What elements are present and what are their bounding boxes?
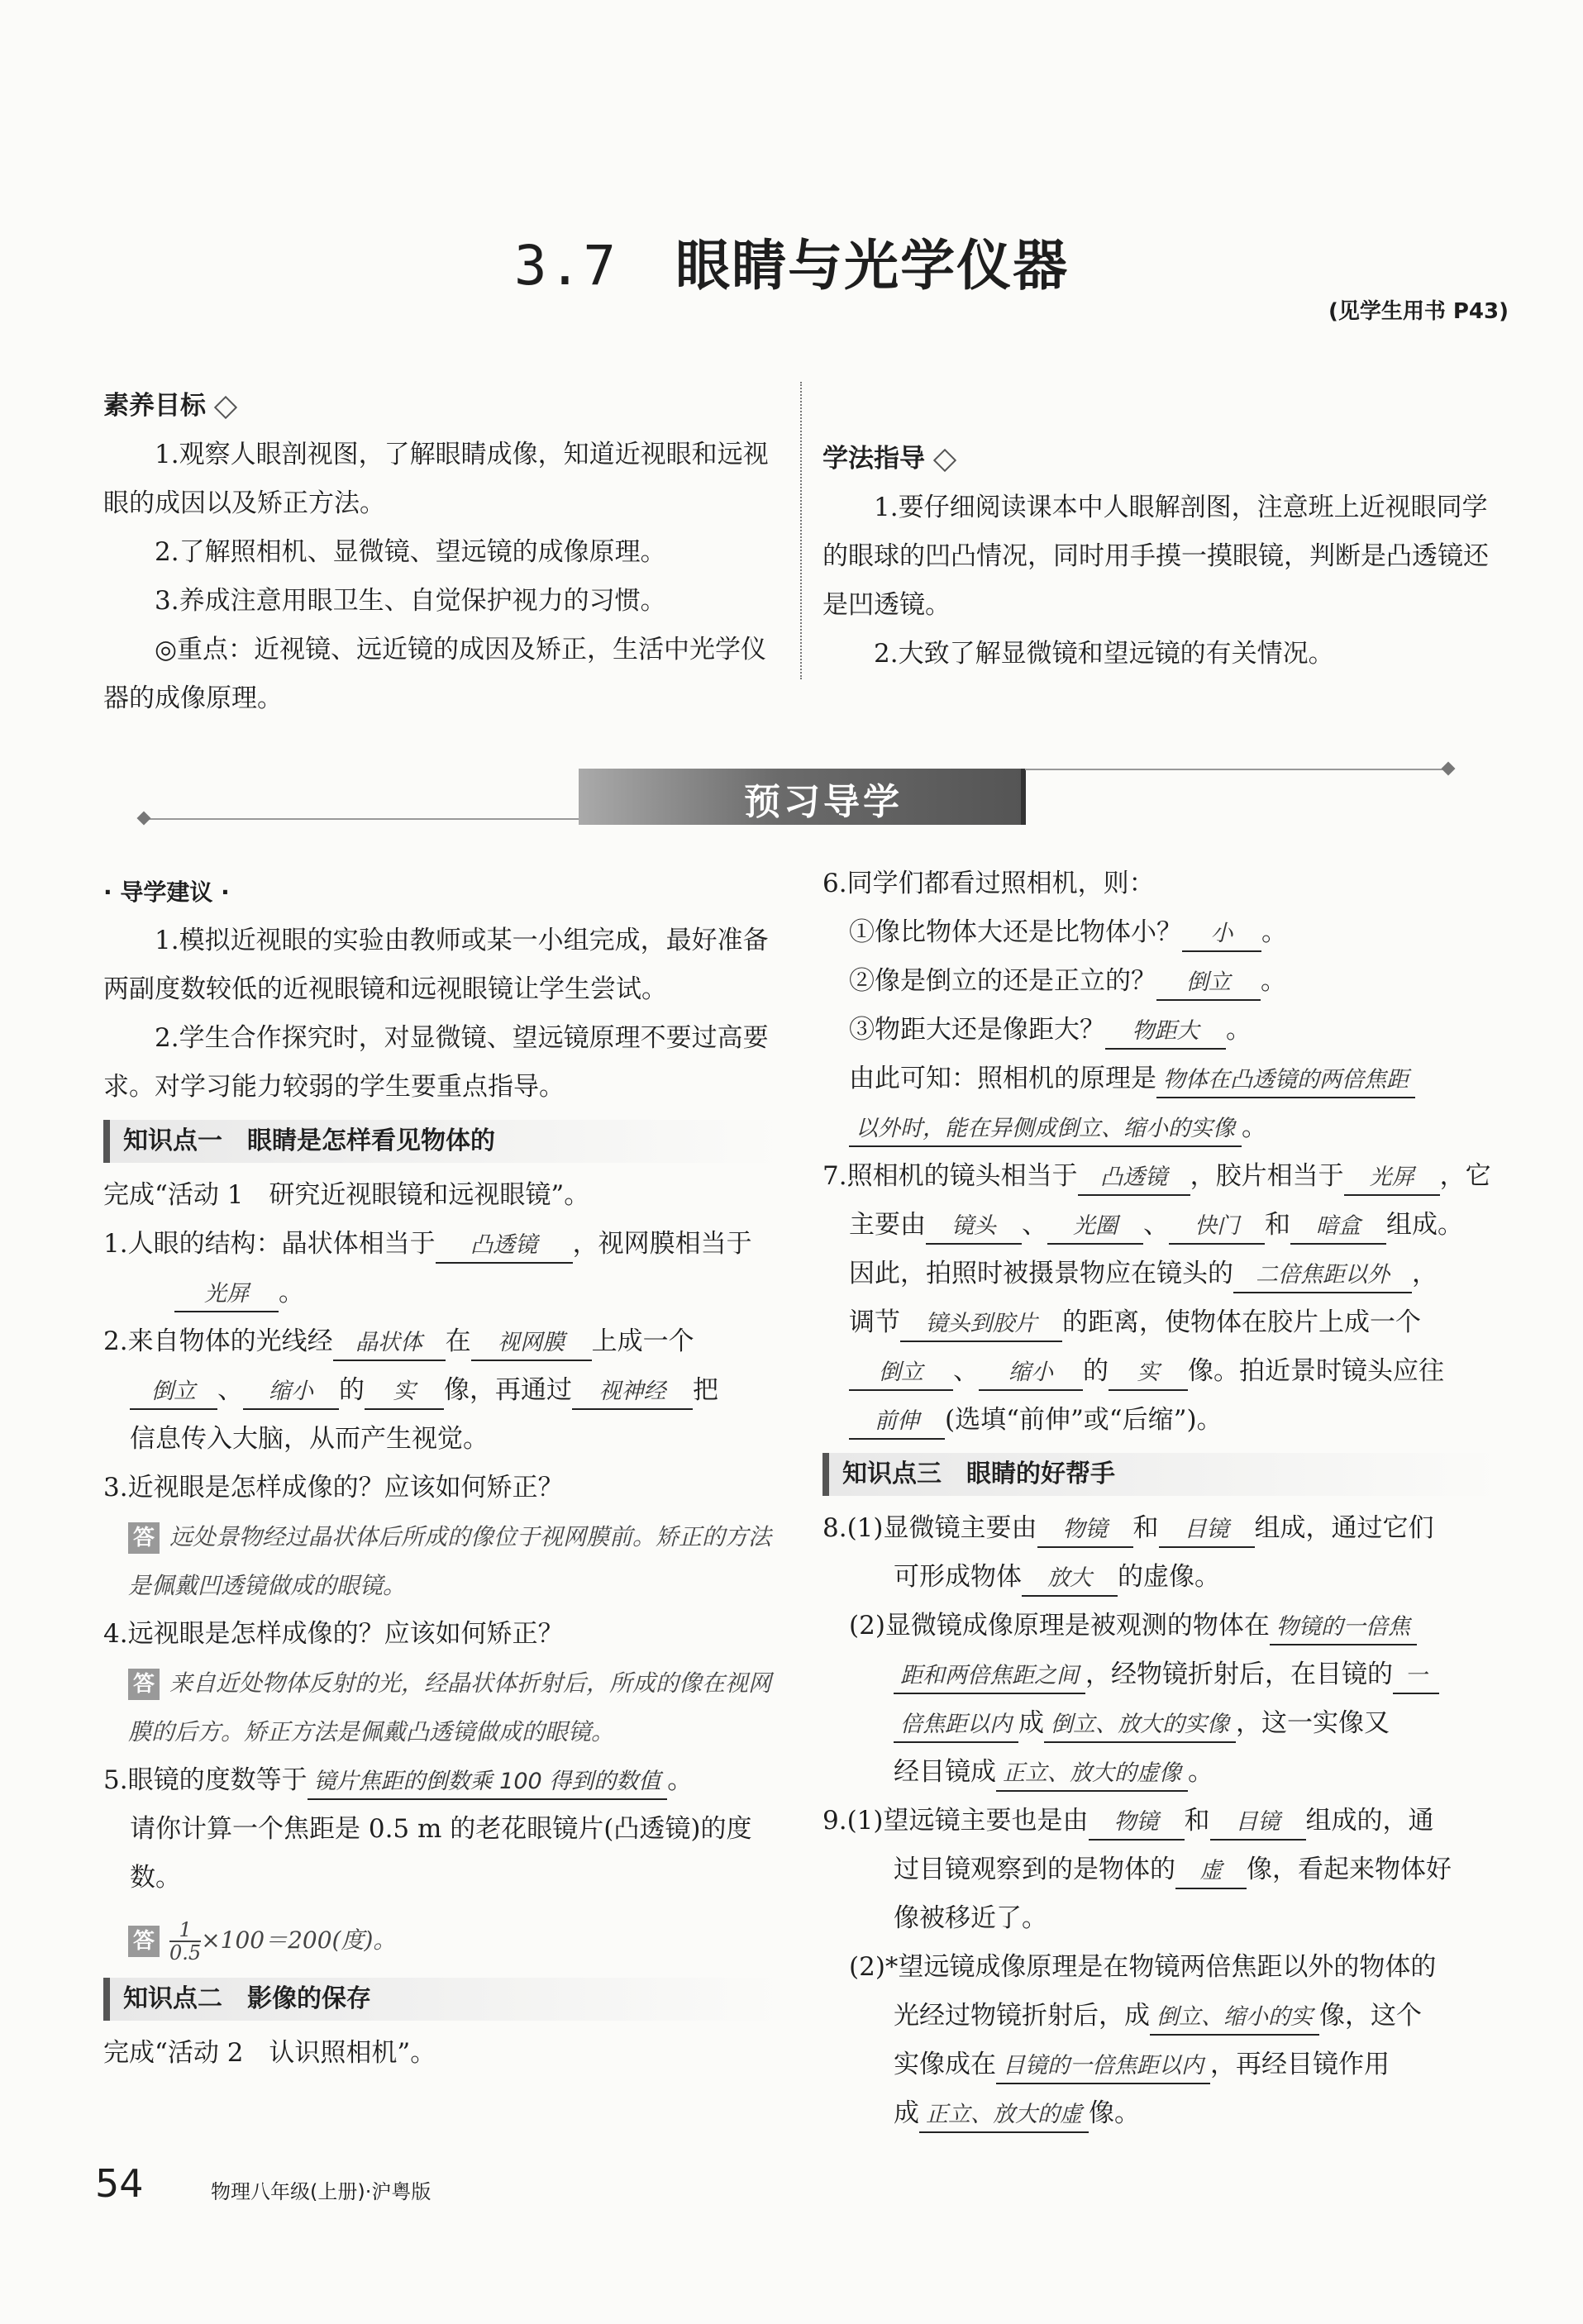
answer-blank: 目镜的一倍焦距以内: [996, 2050, 1210, 2084]
answer-blank: 目镜: [1159, 1513, 1255, 1548]
answer-blank: 一: [1393, 1660, 1439, 1694]
answer-blank: 距和两倍焦距之间: [894, 1660, 1085, 1694]
answer-text: 远处景物经过晶状体后所成的像位于视网膜前。矫正的方法是佩戴凹透镜做成的眼镜。: [128, 1523, 772, 1599]
question-1: 1.人眼的结构：晶状体相当于 凸透镜 ，视网膜相当于 光屏 。: [103, 1220, 781, 1317]
answer-blank: 光屏: [174, 1278, 279, 1312]
goals-heading: 素养目标: [103, 382, 781, 431]
answer-blank: 凸透镜: [436, 1229, 573, 1264]
answer-blank: 缩小: [243, 1375, 339, 1410]
method-item: 2.大致了解显微镜和望远镜的有关情况。: [874, 639, 1334, 669]
answer-tag: 答: [128, 1926, 160, 1957]
answer-blank: 物距大: [1105, 1015, 1226, 1050]
answer-blank: 物镜: [1037, 1513, 1133, 1548]
kp2-intro: 完成“活动 2 认识照相机”。: [103, 2038, 436, 2068]
page-title: [0, 221, 1583, 300]
answer-blank: 目镜: [1210, 1806, 1306, 1841]
answer-blank: 视网膜: [471, 1326, 592, 1361]
guide-item: 2.学生合作探究时，对显微镜、望远镜原理不要过高要求。对学习能力较弱的学生要重点指导。: [103, 1023, 769, 1102]
answer-blank: 快门: [1169, 1210, 1265, 1245]
section-title: 眼睛与光学仪器: [675, 233, 1070, 298]
answer-tag: 答: [128, 1522, 160, 1554]
question-4: 4.远视眼是怎样成像的？应该如何矫正？ 答 来自近处物体反射的光，经晶状体折射后，所成的像在视网膜的后方。矫正方法是佩戴凸透镜做成的眼镜。: [103, 1619, 772, 1745]
column-divider: [800, 382, 802, 679]
answer-blank: 实: [365, 1375, 444, 1410]
section-number: 3.7: [513, 234, 618, 298]
goal-item: 1.观察人眼剖视图，了解眼睛成像，知道近视眼和远视眼的成因以及矫正方法。: [103, 440, 769, 518]
question-6: 6.同学们都看过照相机，则： ①像比物体大还是比物体小？ 小 。 ②像是倒立的还是正立的？ 倒立 。 ③物距大还是像距大？ 物距大 。 由此可知：照相机的原理是 物体在凸透镜的两倍焦距 以外时，能在异侧成倒立、缩小的实像 。: [822, 860, 1500, 1152]
answer-blank: 凸透镜: [1078, 1161, 1190, 1196]
answer-blank: 镜片焦距的倒数乘 100 得到的数值: [308, 1765, 668, 1800]
answer-blank: 光屏: [1344, 1161, 1440, 1196]
goal-item: 3.养成注意用眼卫生、自觉保护视力的习惯。: [155, 586, 666, 616]
section-banner: [579, 769, 1026, 825]
answer-blank: 光圈: [1047, 1210, 1143, 1245]
knowledge-point-3-heading: 知识点三 眼睛的好帮手: [822, 1453, 1500, 1496]
answer-blank: 虚: [1175, 1855, 1247, 1889]
question-9: 9.(1)望远镜主要也是由 物镜 和 目镜 组成的，通 过目镜观察到的是物体的 虚 像，看起来物体好 像被移近了。 (2)*望远镜成像原理是在物镜两倍焦距以外的物体的 光经过物镜折射后，成 倒立、缩小的实 像，这个 实像成在 目镜的一倍焦距以内 ，再经目镜作用 成 正立、放大的虚 像。: [822, 1797, 1500, 2138]
banner-dot-right: [1442, 762, 1456, 776]
question-8: 8.(1)显微镜主要由 物镜 和 目镜 组成，通过它们 可形成物体 放大 的虚像。 (2)显微镜成像原理是被观测的物体在 物镜的一倍焦 距和两倍焦距之间 ，经物镜折射后，在目镜的 一 倍焦距以内 成 倒立、放大的实像 ，这一实像又 经目镜成 正立、放大的虚像 。: [822, 1504, 1500, 1797]
answer-blank: 倒立、缩小的实: [1150, 2001, 1319, 2036]
guide-heading: · 导学建议 ·: [103, 879, 230, 906]
banner-dot-left: [137, 812, 151, 826]
answer-blank: 暗盒: [1290, 1210, 1386, 1245]
page-number: 54: [95, 2161, 144, 2206]
answer-blank: 倒立、放大的实像: [1044, 1708, 1236, 1743]
right-column: [822, 860, 1500, 2138]
answer-blank: 前伸: [849, 1405, 945, 1440]
answer-blank: 放大: [1022, 1562, 1118, 1597]
method-section: [822, 435, 1500, 679]
method-item: 1.要仔细阅读课本中人眼解剖图，注意班上近视眼同学的眼球的凹凸情况，同时用手摸一摸眼镜，判断是凸透镜还是凹透镜。: [822, 493, 1489, 620]
goal-item: 2.了解照相机、显微镜、望远镜的成像原理。: [155, 537, 666, 567]
knowledge-point-2-heading: 知识点二 影像的保存: [103, 1978, 781, 2021]
key-point: ◎重点：近视镜、远近镜的成因及矫正，生活中光学仪器的成像原理。: [103, 635, 767, 713]
guide-item: 1.模拟近视眼的实验由教师或某一小组完成，最好准备两副度数较低的近视眼镜和远视眼镜让学生尝试。: [103, 926, 769, 1004]
answer-blank: 物镜: [1089, 1806, 1185, 1841]
knowledge-point-1-heading: 知识点一 眼睛是怎样看见物体的: [103, 1120, 781, 1163]
answer-text: 来自近处物体反射的光，经晶状体折射后，所成的像在视网膜的后方。矫正方法是佩戴凸透镜做成的眼镜。: [128, 1669, 772, 1745]
method-heading: 学法指导: [822, 435, 1500, 483]
answer-blank: 物镜的一倍焦: [1270, 1611, 1417, 1645]
question-5: 5.眼镜的度数等于 镜片焦距的倒数乘 100 得到的数值 。 请你计算一个焦距是 0.5 m 的老花眼镜片(凸透镜)的度数。 答 $\frac{1}{0.5}$ ×100＝200(度)。: [103, 1765, 752, 1964]
diamond-icon: [214, 395, 237, 418]
banner-line-right: [1025, 769, 1447, 770]
banner-title: 预习导学: [744, 781, 903, 823]
answer-blank: 正立、放大的虚: [919, 2098, 1089, 2133]
diamond-icon: [933, 448, 956, 471]
answer-blank: 二倍焦距以外: [1233, 1259, 1412, 1293]
answer-blank: 倒立: [1156, 966, 1261, 1001]
answer-blank: 镜头: [926, 1210, 1022, 1245]
answer-blank: 倒立: [849, 1356, 953, 1391]
question-7: 7.照相机的镜头相当于 凸透镜 ，胶片相当于 光屏 ，它 主要由 镜头 、 光圈 、 快门 和 暗盒 组成。 因此，拍照时被摄景物应在镜头的 二倍焦距以外 ， 调节 镜头到胶片 的距离，使物体在胶片上成一个 倒立 、 缩小 的 实 像。拍近景时镜头应往 前伸 (选填“前伸”或“后缩”)。: [822, 1152, 1500, 1445]
goals-section: [103, 382, 781, 723]
book-reference: (见学生用书 P43): [1328, 299, 1509, 324]
answer-blank: 倍焦距以内: [894, 1708, 1018, 1743]
answer-tag: 答: [128, 1669, 160, 1700]
answer-blank: 小: [1182, 917, 1261, 952]
banner-line-left: [145, 818, 579, 820]
answer-blank: 缩小: [979, 1356, 1083, 1391]
question-2: 2.来自物体的光线经 晶状体 在 视网膜 上成一个 倒立 、 缩小 的 实 像，再通过 视神经 把 信息传入大脑，从而产生视觉。: [103, 1326, 718, 1454]
answer-blank: 倒立: [130, 1375, 217, 1410]
book-title: 物理八年级(上册)·沪粤版: [211, 2180, 432, 2203]
fraction: $\frac{1}{0.5}$: [169, 1917, 202, 1964]
kp1-intro: 完成“活动 1 研究近视眼镜和远视眼镜”。: [103, 1180, 590, 1210]
answer-blank: 实: [1109, 1356, 1188, 1391]
answer-blank: 晶状体: [333, 1326, 446, 1361]
left-column: [103, 868, 781, 2078]
answer-blank: 物体在凸透镜的两倍焦距: [1156, 1064, 1415, 1098]
answer-blank: 以外时，能在异侧成倒立、缩小的实像: [849, 1112, 1242, 1147]
answer-blank: 正立、放大的虚像: [996, 1757, 1188, 1792]
answer-blank: 视神经: [572, 1375, 693, 1410]
answer-blank: 镜头到胶片: [900, 1307, 1062, 1342]
question-3: 3.近视眼是怎样成像的？应该如何矫正？ 答 远处景物经过晶状体后所成的像位于视网膜前。矫正的方法是佩戴凹透镜做成的眼镜。: [103, 1473, 772, 1599]
